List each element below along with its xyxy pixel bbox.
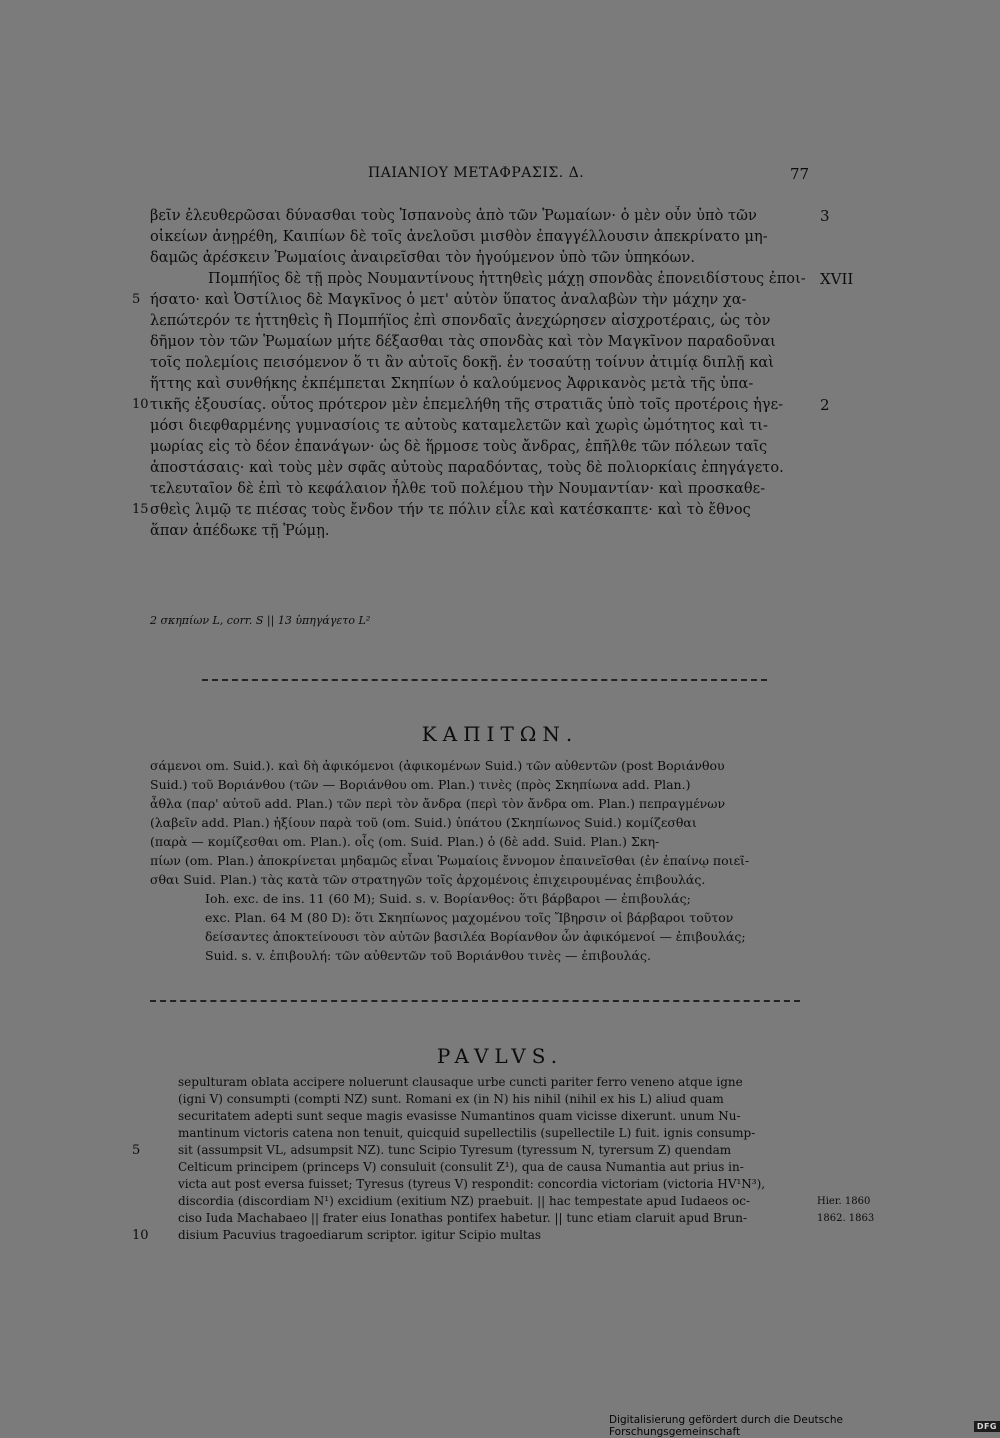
text-line: δαμῶς ἀρέσκειν Ῥωμαίοις ἀναιρεῖσθαι τὸν ἡγούμενον ὑπὸ τῶν ὑπηκόων. (150, 250, 696, 266)
source-line: exc. Plan. 64 M (80 D): ὅτι Σκηπίωνος μαχομένου τοῖς Ἴβηρσιν οἱ βάρβαροι τοῦτον (205, 910, 734, 925)
text-line: securitatem adepti sunt seque magis evasisse Numantinos quam vicisse dixerunt. unum Nu- (178, 1109, 741, 1123)
page-number: 77 (790, 165, 810, 183)
text-line: λεπώτερόν τε ἡττηθεὶς ἢ Πομπήϊος ἐπὶ σπονδαῖς ἀνεχώρησεν αἰσχροτέραις, ὡς τὸν (150, 313, 771, 329)
text-line: δῆμον τὸν τῶν Ῥωμαίων μήτε δέξασθαι τὰς σπονδὰς καὶ τὸν Μαγκῖνον παραδοῦναι (150, 334, 776, 350)
margin-number: XVII (820, 270, 854, 288)
text-line: ciso Iuda Machabaeo || frater eius Ionathas pontifex habetur. || tunc etiam claruit apud Brun- (178, 1211, 748, 1225)
text-line: sepulturam oblata accipere noluerunt clausaque urbe cuncti pariter ferro veneno atque igne (178, 1075, 743, 1089)
text-line: πίων (om. Plan.) ἀποκρίνεται μηδαμῶς εἶναι Ῥωμαίοις ἔννομον ἐπαινεῖσθαι (ἐν ἐπαίνῳ ποιεῖ- (150, 853, 750, 868)
text-line: σάμενοι om. Suid.). καὶ δὴ ἀφικόμενοι (ἀφικομένων Suid.) τῶν αὐθεντῶν (post Βοριάνθου (150, 758, 725, 773)
text-line: τοῖς πολεμίοις πεισόμενον ὅ τι ἂν αὐτοῖς δοκῇ. ἐν τοσαύτῃ τοίνυν ἀτιμίᾳ διπλῇ καὶ (150, 355, 775, 371)
text-line: βεῖν ἐλευθερῶσαι δύνασθαι τοὺς Ἰσπανοὺς ἀπὸ τῶν Ῥωμαίων· ὁ μὲν οὖν ὑπὸ τῶν (150, 208, 757, 224)
text-line: μόσι διεφθαρμένης γυμνασίοις τε αὐτοὺς καταμελετῶν καὶ χωρὶς ὠμότητος καὶ τι- (150, 418, 768, 434)
text-line: sit (assumpsit VL, adsumpsit NZ). tunc Scipio Tyresum (tyressum N, tyrersum Z) quendam (178, 1143, 732, 1157)
text-line: ἀποστάσαις· καὶ τοὺς μὲν σφᾶς αὐτοὺς παραδόντας, τοὺς δὲ πολιορκίαις ἐπηγάγετο. (150, 460, 784, 476)
text-line: ἆθλα (παρ' αὐτοῦ add. Plan.) τῶν περὶ τὸν ἄνδρα (περὶ τὸν ἄνδρα om. Plan.) πεπραγμένων (150, 796, 726, 811)
footer-text: Digitalisierung gefördert durch die Deutsche Forschungsgemeinschaft (609, 1414, 843, 1438)
text-line: Celticum principem (princeps V) consuluit (consulit Z¹), qua de causa Numantia aut prius in- (178, 1160, 744, 1174)
margin-reference: Hier. 1860 (817, 1196, 871, 1207)
margin-number: 3 (820, 207, 830, 225)
section-divider (202, 679, 767, 681)
margin-reference: 1862. 1863 (817, 1213, 875, 1224)
text-line: (igni V) consumpti (compti NZ) sunt. Romani ex (in N) his nihil (nihil ex his L) aliud quam (178, 1092, 724, 1106)
line-number: 5 (132, 292, 141, 307)
text-line: ἥττης καὶ συνθήκης ἐκπέμπεται Σκηπίων ὁ καλούμενος Ἀφρικανὸς μετὰ τῆς ὑπα- (150, 376, 754, 392)
running-header-title: ΠΑΙΑΝΙΟΥ ΜΕΤΑΦΡΑΣΙΣ. Δ. (368, 165, 585, 181)
text-line: τελευταῖον δὲ ἐπὶ τὸ κεφάλαιον ἦλθε τοῦ πολέμου τὴν Νουμαντίαν· καὶ προσκαθε- (150, 481, 766, 497)
text-line: σθεὶς λιμῷ τε πιέσας τοὺς ἔνδον τήν τε πόλιν εἷλε καὶ κατέσκαπτε· καὶ τὸ ἔθνος (150, 502, 751, 518)
text-line: Πομπήϊος δὲ τῇ πρὸς Νουμαντίνους ἡττηθεὶς μάχῃ σπονδὰς ἐπονειδίστους ἐποι- (208, 271, 806, 287)
margin-number: 2 (820, 396, 830, 414)
text-line: μωρίας εἰς τὸ δέον ἐπανάγων· ὡς δὲ ἥρμοσε τοὺς ἄνδρας, ἐπῆλθε τῶν πόλεων ταῖς (150, 439, 768, 455)
source-line: Suid. s. v. ἐπιβουλή: τῶν αὐθεντῶν τοῦ Βοριάνθου τινὲς — ἐπιβουλάς. (205, 948, 651, 963)
text-line: (παρὰ — κομίζεσθαι om. Plan.). οἷς (om. Suid. Plan.) ὁ (δὲ add. Suid. Plan.) Σκη- (150, 834, 660, 849)
text-line: ήσατο· καὶ Ὀστίλιος δὲ Μαγκῖνος ὁ μετ' αὐτὸν ὕπατος ἀναλαβὼν τὴν μάχην χα- (150, 292, 747, 308)
section-divider (150, 1000, 800, 1002)
source-line: Ioh. exc. de ins. 11 (60 M); Suid. s. v. Βορίανθος: ὅτι βάρβαροι — ἐπιβουλάς; (205, 891, 691, 906)
text-line: σθαι Suid. Plan.) τὰς κατὰ τῶν στρατηγῶν τοῖς ἀρχομένοις ἐπιχειρουμένας ἐπιβουλάς. (150, 872, 706, 887)
section-heading-capito: ΚΑΠΙΤΩΝ. (421, 722, 579, 746)
source-line: δείσαντες ἀποκτείνουσι τὸν αὐτῶν βασιλέα Βορίανθον ὧν ἀφικόμενοί — ἐπιβουλάς; (205, 929, 746, 944)
section-heading-paulus: PAVLVS. (436, 1044, 564, 1068)
text-line: (λαβεῖν add. Plan.) ἠξίουν παρὰ τοῦ (om. Suid.) ὑπάτου (Σκηπίωνος Suid.) κομίζεσθαι (150, 815, 697, 830)
line-number: 5 (132, 1143, 141, 1158)
text-line: mantinum victoris catena non tenuit, quicquid supellectilis (supellectile L) fuit. ignis consump- (178, 1126, 756, 1140)
text-line: disium Pacuvius tragoediarum scriptor. igitur Scipio multas (178, 1228, 542, 1242)
text-line: τικῆς ἐξουσίας. οὗτος πρότερον μὲν ἐπεμελήθη τῆς στρατιᾶς ὑπὸ τοῖς προτέροις ἡγε- (150, 397, 784, 413)
text-line: discordia (discordiam N¹) excidium (exitium NZ) praebuit. || hac tempestate apud Iudaeos oc- (178, 1194, 751, 1208)
text-line: ἅπαν ἀπέδωκε τῇ Ῥώμῃ. (150, 523, 330, 539)
dfg-logo: DFG (974, 1421, 1000, 1432)
text-line: Suid.) τοῦ Βοριάνθου (τῶν — Βοριάνθου om. Plan.) τινὲς (πρὸς Σκηπίωνα add. Plan.) (150, 777, 691, 792)
text-line: victa aut post eversa fuisset; Tyresus (tyreus V) respondit: concordia victoriam (victoria HV¹N³), (178, 1177, 766, 1191)
line-number: 15 (132, 502, 149, 517)
funding-footer (609, 1414, 1000, 1438)
apparatus-note: 2 σκηπίων L, corr. S || 13 ὑπηγάγετο L² (150, 614, 371, 627)
line-number: 10 (132, 397, 149, 412)
line-number: 10 (132, 1228, 149, 1243)
text-line: οἰκείων ἀνῃρέθη, Καιπίων δὲ τοῖς ἀνελοῦσι μισθὸν ἐπαγγέλλουσιν ἀπεκρίνατο μη- (150, 229, 768, 245)
